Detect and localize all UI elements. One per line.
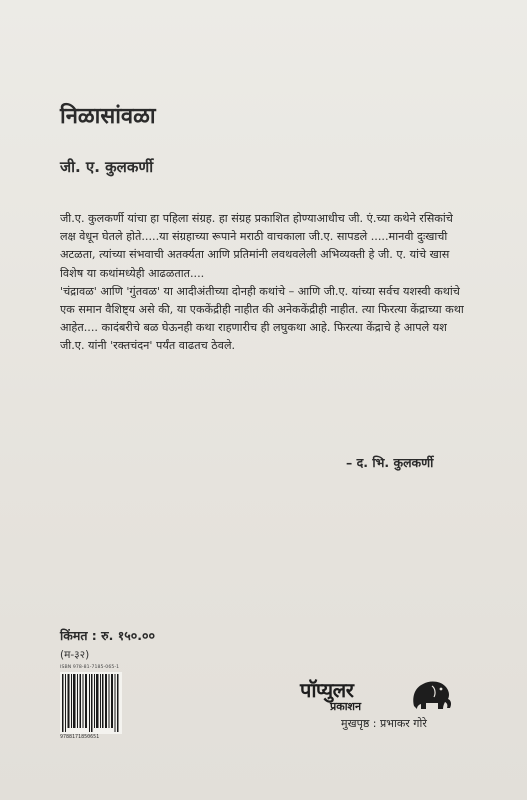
publisher-name: पॉप्युलर [300,678,354,702]
barcode-icon [60,672,122,734]
blurb-text [60,210,470,356]
catalog-code: (म-३२) [60,649,90,661]
blurb-paragraph-2: 'चंद्रावळ' आणि 'गुंतवळ' या आदीअंतीच्या दोनही कथांचे – आणि जी.ए. यांच्या सर्वच यशस्वी कथांचे एक समान वैशिष्ट्य असे की, या एककेंद्रीही नाहीत की अनेककेंद्रीही नाहीत. त्या फिरत्या केंद्राच्या कथा आहेत.... कादंबरीचे बळ घेऊनही कथा राहणारीच ही लघुकथा आहे. फिरत्या केंद्राचे हे आपले यश जी.ए. यांनी 'रक्तचंदन' पर्यंत वाढतच ठेवले. [60,284,464,353]
publisher-subtitle: प्रकाशन [330,700,362,713]
cover-credit: मुखपृष्ठ : प्रभाकर गोरे [341,717,427,730]
blurb-paragraph-1: जी.ए. कुलकर्णी यांचा हा पहिला संग्रह. हा संग्रह प्रकाशित होण्याआधीच जी. एं.च्या कथेने रसिकांचे लक्ष वेधून घेतले होते.....या संग्रहाच्या रूपाने मराठी वाचकाला जी.ए. सापडले .....मानवी दुःखाची अटळता, त्यांच्या संभवाची अतर्क्यता आणि प्रतिमांनी लवथवलेली अभिव्यक्ती हे जी. ए. यांचे खास विशेष या कथांमध्येही आढळतात.... [60,212,453,280]
book-title: निळासांवळा [60,104,156,129]
price-label: किंमत : रु. १५०.०० [60,628,155,643]
blurb-signature: – द. भि. कुलकर्णी [346,455,434,470]
barcode-number: 9788171850651 [60,734,100,740]
isbn-text: ISBN 978-81-7185-065-1 [60,665,120,670]
author-name: जी. ए. कुलकर्णी [60,158,154,176]
elephant-logo-icon [408,676,454,712]
